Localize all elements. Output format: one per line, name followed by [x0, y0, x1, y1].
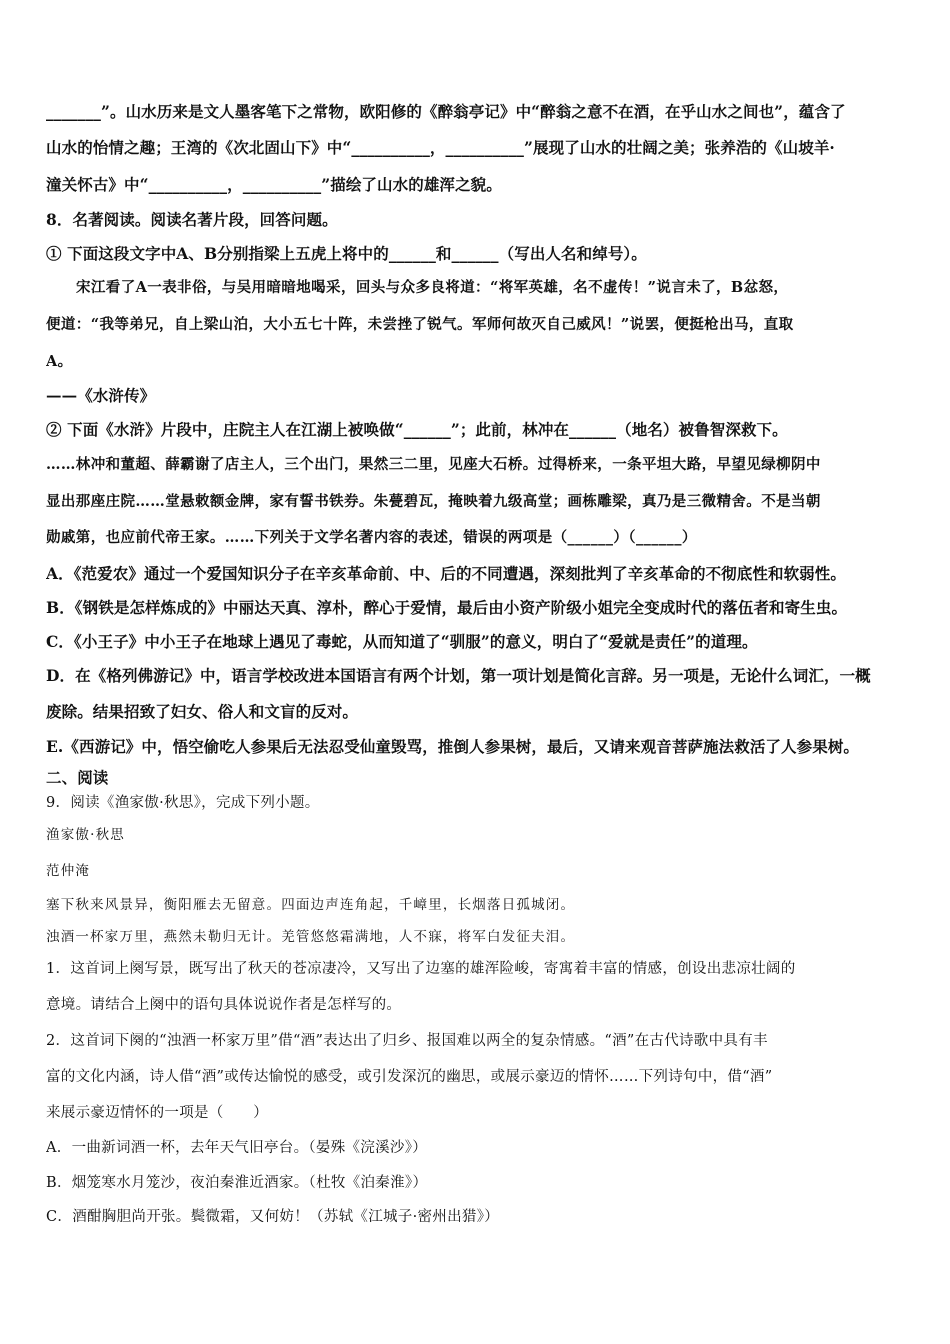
option-d: D．在《格列佛游记》中，语言学校改进本国语言有两个计划，第一项计划是简化言辞。另一项是，无论什么词汇，一概: [46, 666, 871, 685]
poem-author: 范仲淹: [46, 863, 91, 879]
excerpt-line: 便道：“我等弟兄，自上梁山泊，大小五七十阵，未尝挫了锐气。军师何故灭自己威风！”说罢，便挺枪出马，直取: [46, 316, 794, 333]
question-9-heading: 9．阅读《渔家傲·秋思》，完成下列小题。: [46, 795, 320, 811]
question-8-heading: 8．名著阅读。阅读名著片段，回答问题。: [46, 210, 338, 229]
option-e: E.《西游记》中，悟空偷吃人参果后无法忍受仙童毁骂，推倒人参果树，最后，又请来观音菩萨施法救活了人参果树。: [46, 737, 860, 756]
choice-b: B．烟笼寒水月笼沙，夜泊秦淮近酒家。（杜牧《泊秦淮》）: [46, 1175, 428, 1191]
option-a: A．《范爱农》通过一个爱国知识分子在辛亥革命前、中、后的不同遭遇，深刻批判了辛亥革命的不彻底性和软弱性。: [46, 564, 846, 583]
poem-title: 渔家傲·秋思: [46, 827, 125, 843]
option-c: C．《小王子》中小王子在地球上遇见了毒蛇，从而知道了“驯服”的意义，明白了“爱就是责任”的道理。: [46, 632, 758, 651]
sub-question-2-continued: 来展示豪迈情怀的一项是（ ）: [46, 1105, 268, 1121]
excerpt-line: ……林冲和董超、薛霸谢了店主人，三个出门，果然三二里，见座大石桥。过得桥来，一条平坦大路，早望见绿柳阴中: [46, 456, 821, 473]
excerpt-line: 宋江看了A一表非俗，与吴用暗暗地喝采，回头与众多良将道：“将军英雄，名不虚传！”说言未了，B忿怒，: [76, 279, 789, 296]
option-d-continued: 废除。结果招致了妇女、俗人和文盲的反对。: [46, 702, 359, 721]
excerpt-line: 显出那座庄院……堂悬敕额金牌，家有誓书铁券。朱甍碧瓦，掩映着九级高堂；画栋雕梁，真乃是三微精舍。不是当朝: [46, 493, 821, 510]
poem-line: 塞下秋来风景异，衡阳雁去无留意。四面边声连角起，千嶂里，长烟落日孤城闭。: [46, 897, 576, 913]
sub-question-2-continued: 富的文化内涵，诗人借“酒”或传达愉悦的感受，或引发深沉的幽思，或展示豪迈的情怀……下列诗句中，借“酒”: [46, 1069, 773, 1085]
question-8-part-2: ② 下面《水浒》片段中，庄院主人在江湖上被唤做“______”；此前，林冲在______（地名）被鲁智深救下。: [46, 420, 788, 439]
excerpt-line: A。: [46, 353, 73, 370]
choice-c: C．酒酣胸胆尚开张。鬓微霜，又何妨！（苏轼《江城子·密州出猎》）: [46, 1209, 500, 1225]
section-heading: 二、阅读: [46, 768, 109, 787]
excerpt-source: ——《水浒传》: [46, 386, 156, 405]
choice-a: A．一曲新词酒一杯，去年天气旧亭台。（晏殊《浣溪沙》）: [46, 1140, 428, 1156]
poem-line: 浊酒一杯家万里，燕然未勒归无计。羌管悠悠霜满地，人不寐，将军白发征夫泪。: [46, 929, 576, 945]
text-line: 潼关怀古》中“__________，__________”描绘了山水的雄浑之貌。: [46, 175, 502, 194]
question-8-part-1: ① 下面这段文字中A、B分别指梁上五虎上将中的______和______（写出人名和绰号）。: [46, 244, 647, 263]
sub-question-2: 2．这首词下阕的“浊酒一杯家万里”借“酒”表达出了归乡、报国难以两全的复杂情感。“酒”在古代诗歌中具有丰: [46, 1033, 768, 1049]
text-line: _______”。山水历来是文人墨客笔下之常物，欧阳修的《醉翁亭记》中“醉翁之意不在酒，在乎山水之间也”，蕴含了: [46, 102, 846, 121]
sub-question-1-continued: 意境。请结合上阕中的语句具体说说作者是怎样写的。: [46, 997, 402, 1013]
sub-question-1: 1．这首词上阕写景，既写出了秋天的苍凉凄冷，又写出了边塞的雄浑险峻，寄寓着丰富的情感，创设出悲凉壮阔的: [46, 961, 796, 977]
text-line: 山水的怡情之趣；王湾的《次北固山下》中“__________，__________”展现了山水的壮阔之美；张养浩的《山坡羊·: [46, 138, 835, 157]
excerpt-line: 勋戚第，也应前代帝王家。……下列关于文学名著内容的表述，错误的两项是（______）（______）: [46, 529, 697, 546]
option-b: B．《钢铁是怎样炼成的》中丽达天真、淳朴，醉心于爱情，最后由小资产阶级小姐完全变成时代的落伍者和寄生虫。: [46, 598, 848, 617]
